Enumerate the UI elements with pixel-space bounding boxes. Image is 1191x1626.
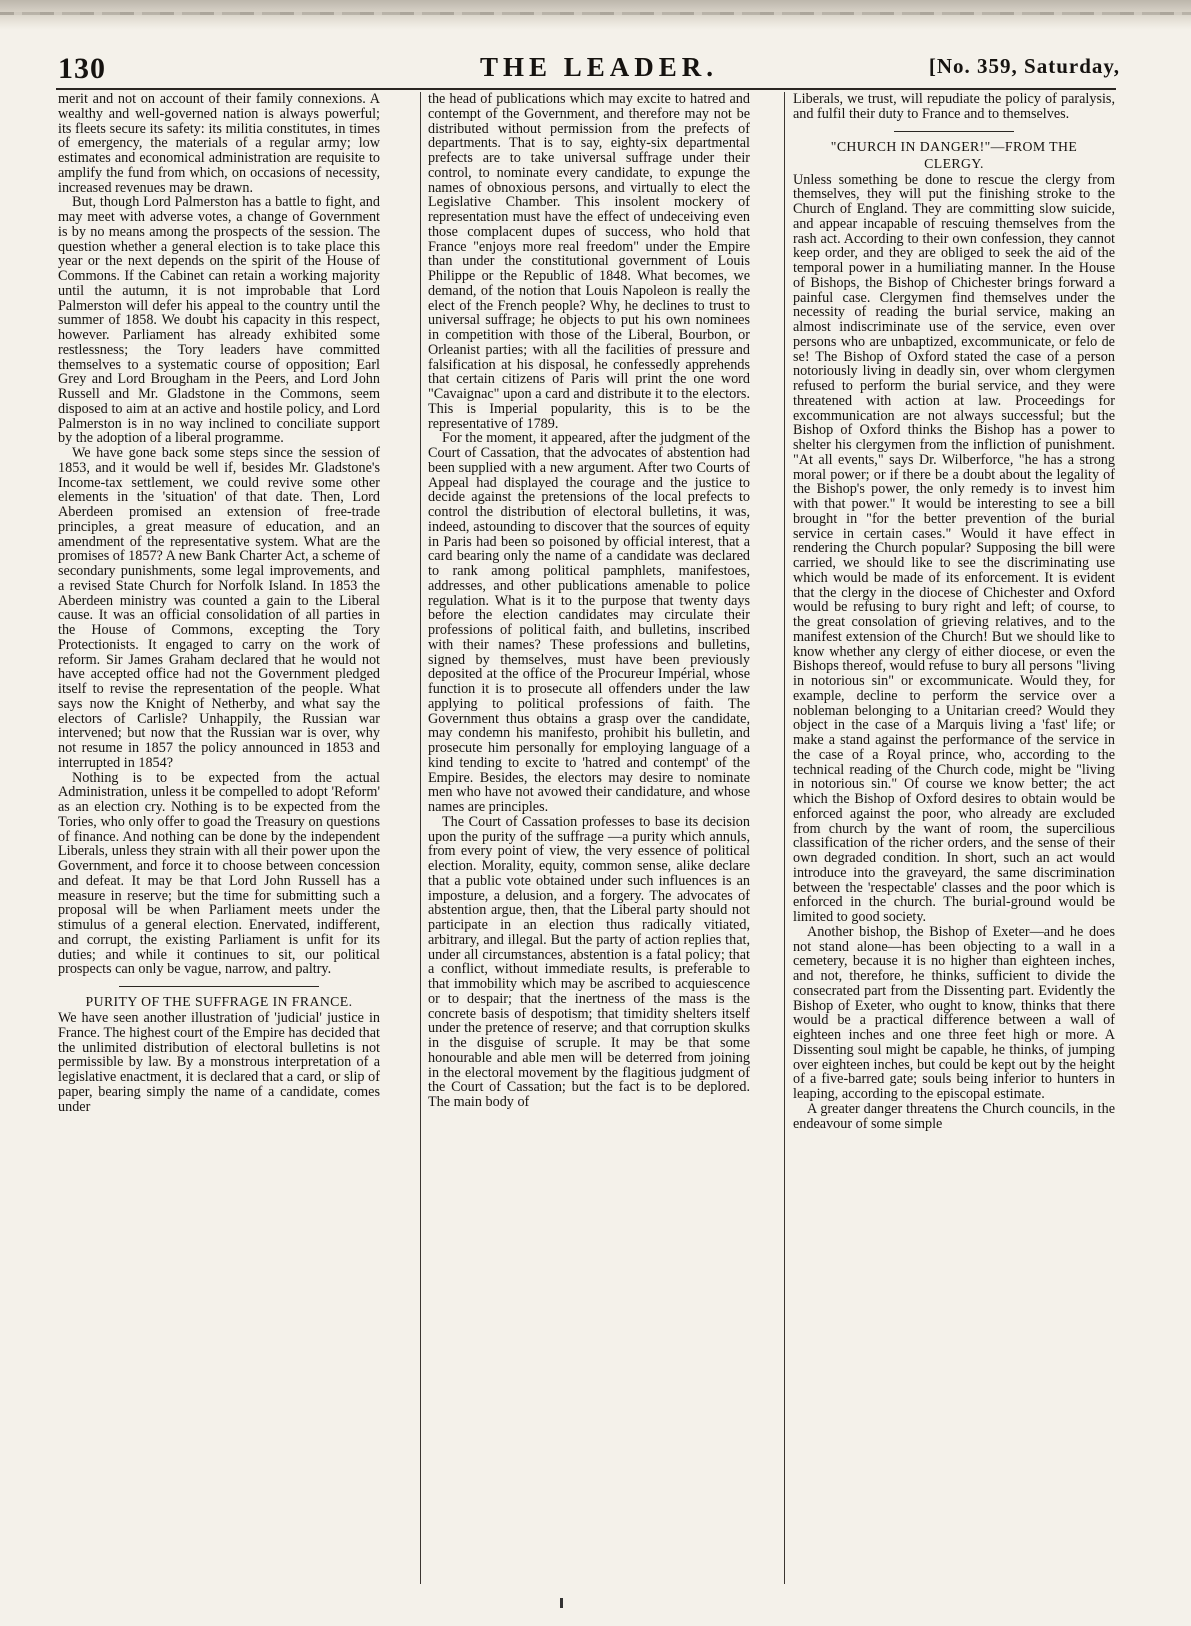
paragraph: But, though Lord Palmerston has a battle to fight, and may meet with adverse votes, a change of Government is by no means among the prospects of the session. The question whether a general election is to take place this year or the next depends on the spirit of the House of Commons. If the Cabinet can retain a working majority until the autumn, it is not improbable that Lord Palmerston will defer his appeal to the country until the summer of 1858. We doubt his capacity in this respect, however. Parliament has already exhibited some restlessness; the Tory leaders have committed themselves to a systematic course of opposition; Earl Grey and Lord Brougham in the Peers, and Lord John Russell and Mr. Gladstone in the Commons, seem disposed to aim at an active and hostile policy, and Lord Palmerston is in no way inclined to conciliate support by the adoption of a liberal programme. (58, 194, 380, 447)
page-header (50, 48, 1130, 88)
article-heading-line-2: CLERGY. (924, 155, 984, 171)
column-1 (58, 92, 380, 1584)
page-number: 130 (58, 52, 106, 85)
scan-mark (560, 1598, 563, 1608)
scan-streak (0, 12, 1191, 15)
issue-line: [No. 359, Saturday, (928, 54, 1120, 78)
masthead-title: THE LEADER. (480, 52, 719, 82)
paragraph: Another bishop, the Bishop of Exeter—and he does not stand alone—has been objecting to a wall in a cemetery, because it is no higher than eighteen inches, and not, therefore, he thinks, sufficient to divide the consecrated part from the Dissenting part. Evidently the Bishop of Exeter, who ought to know, thinks that there would be a practical difference between a wall of eighteen inches and one three feet high or more. A Dissenting soul might be capable, he thinks, of jumping over eighteen inches, but could be kept out by the height of a five-barred gate; souls being inferior to hunters in leaping, according to the episcopal estimate. (793, 923, 1115, 1102)
paragraph: The Court of Cassation professes to base its decision upon the purity of the suffrage —a purity which annuls, from every point of view, the very essence of political election. Morality, equity, common sense, alike declare that a public vote obtained under such influences is an imposture, a delusion, and a forgery. The advocates of abstention argue, then, that the Liberal party should not participate in an election thus radically vitiated, arbitrary, and illegal. But the party of action replies that, under all circumstances, abstention is a fatal policy; that a conflict, without immediate results, is preferable to that immobility which may be ascribed to acquiescence or to despair; that the inertness of the mass is the concrete basis of despotism; that timidity shelters itself under the pretence of reserve; and that corruption skulks in the disguise of scruple. It may be that some honourable and able men will be deterred from joining in the electoral movement by the flagitious judgment of the Court of Cassation; but the fact is to be deplored. The main body of (428, 813, 750, 1110)
paragraph: merit and not on account of their family connexions. A wealthy and well-governed nation is always powerful; its fleets secure its safety: its militia constitutes, in times of emergency, the materials of a regular army; low estimates and economical administration are requisite to amplify the fund from which, on occasions of necessity, increased revenues may be drawn. (58, 92, 380, 196)
column-divider-2 (784, 92, 785, 1584)
section-separator (894, 131, 1014, 132)
paragraph: Unless something be done to rescue the clergy from themselves, they will put the finishing stroke to the Church of England. They are committing slow suicide, and appear incapable of rescuing themselves from the rash act. According to their own confession, they cannot keep order, and they are obliged to seek the aid of the temporal power in a humiliating manner. In the House of Bishops, the Bishop of Chichester brings forward a painful case. Clergymen find themselves under the necessity of reading the burial service, making an almost indiscriminate use of the service, even over persons who are unbaptized, excommunicate, or felo de se! The Bishop of Oxford stated the case of a person notoriously living in deadly sin, over whom clergymen refused to perform the burial service, and they were threatened with action at law. Proceedings for excommunication are not always successful; but the Bishop of Oxford thinks the Bishop has a power to shelter his clergymen from the infliction of punishment. "At all events," says Dr. Wilberforce, "he has a strong moral power; or if there be a doubt about the legality of the Bishop's power, the only remedy is to invest him with that power." It would be interesting to see a bill brought in "for the better prevention of the burial service in certain cases." Would it have effect in rendering the Church popular? Supposing the bill were carried, we should like to see the discriminating use which would be made of its enforcement. It is evident that the clergy in the diocese of Chichester and Oxford would be refusing to bury right and left; of course, to the great consolation of grieving relatives, and to the manifest extension of the Church! But we should like to know whether any clergy of either diocese, or even the Bishops thereof, would refuse to bury all persons "living in notorious sin" or excommunicate. Would they, for example, decline to perform the service over a nobleman belonging to a Unitarian creed? Would they object in the case of a Marquis living a 'fast' life; or make a stand against the performance of the service in the case of a Royal prince, who, according to the technical reading of the Church code, might be "living in notorious sin." Of course we know better; the act which the Bishop of Oxford desires to obtain would be enforced against the poor, who already are excluded from church by the want of room, the supercilious classification of the richer orders, and the sense of their own degraded condition. In short, such an act would introduce into the graveyard, the same discrimination between the 'respectable' classes and the poor which is enforced in the church. The burial-ground would be limited to good society. (793, 171, 1115, 925)
column-3 (793, 92, 1115, 1584)
column-2 (428, 92, 750, 1584)
header-rule (56, 88, 1116, 90)
paragraph: A greater danger threatens the Church councils, in the endeavour of some simple (793, 1100, 1115, 1132)
article-heading: "CHURCH IN DANGER!"—FROM THE (830, 138, 1078, 154)
paragraph: For the moment, it appeared, after the judgment of the Court of Cassation, that the advocates of abstention had been supplied with a new argument. After two Courts of Appeal had displayed the courage and the justice to decide against the pretensions of the local prefects to control the distribution of electoral bulletins, it was, indeed, astounding to discover that the sources of equity in Paris had been so poisoned by official interest, that a card bearing only the name of a candidate was declared to rank among political pamphlets, manifestoes, addresses, and other publications amenable to police regulation. What is it to the purpose that twenty days before the election candidates may circulate their professions of political faith, and bulletins, inscribed with their names? These professions and bulletins, signed by themselves, must have been previously deposited at the office of the Procureur Impérial, whose function it is to prosecute all offenders under the law applying to political professions of faith. The Government thus obtains a grasp over the candidate, may condemn his manifesto, prohibit his bulletin, and prosecute him personally for employing language of a kind tending to excite to 'hatred and contempt' of the Empire. Besides, the electors may desire to nominate men who have not avowed their candidature, and whose names are principles. (428, 430, 750, 815)
paragraph: We have gone back some steps since the session of 1853, and it would be well if, besides Mr. Gladstone's Income-tax settlement, we could revive some other elements in the 'situation' of that date. Then, Lord Aberdeen promised an extension of free-trade principles, a great measure of education, and an amendment of the representative system. What are the promises of 1857? A new Bank Charter Act, a scheme of secondary punishments, some legal improvements, and a revised State Church for Norfolk Island. In 1853 the Aberdeen ministry was counted a gain to the Liberal cause. It was an official consolidation of all parties in the House of Commons, excepting the Tory Protectionists. It engaged to carry on the work of reform. Sir James Graham declared that he would not have accepted office had not the Government pledged itself to revise the representation of the people. What says now the Knight of Netherby, and what say the electors of Carlisle? Unhappily, the Russian war intervened; but now that the Russian war is over, why not resume in 1857 the policy announced in 1853 and interrupted in 1854? (58, 445, 380, 771)
section-separator (119, 986, 319, 987)
paragraph: the head of publications which may excite to hatred and contempt of the Government, and therefore may not be distributed without permission from the prefects of departments. That is to say, eighty-six departmental prefects are to take universal suffrage under their control, to nominate every candidate, to expunge the names of obnoxious persons, and virtually to elect the Legislative Chamber. This insolent mockery of representation must have the effect of undeceiving even those complacent dupes of success, who hold that France "enjoys more real freedom" under the Empire than under the constitutional government of Louis Philippe or the Republic of 1848. What becomes, we demand, of the notion that Louis Napoleon is really the elect of the French people? Why, he declines to trust to universal suffrage; he objects to put his own nominees in competition with those of the Liberal, Bourbon, or Orleanist parties; with all the facilities of pressure and falsification at his disposal, he confessedly apprehends that certain citizens of Paris will print the one word "Cavaignac" upon a card and distribute it to the electors. This is Imperial popularity, this is to be the representative of 1789. (428, 92, 750, 432)
paragraph: Nothing is to be expected from the actual Administration, unless it be compelled to adopt 'Reform' as an election cry. Nothing is to be expected from the Tories, who only offer to goad the Treasury on questions of finance. And nothing can be done by the independent Liberals, unless they strain with all their power upon the Government, and force it to choose between concession and defeat. It may be that Lord John Russell has a measure in reserve; but the time for submitting such a proposal will be when Parliament meets under the stimulus of a general election. Enervated, indifferent, and corrupt, the existing Parliament is unfit for its duties; and while it continues to sit, our political prospects can only be vague, narrow, and paltry. (58, 769, 380, 978)
paragraph: Liberals, we trust, will repudiate the policy of paralysis, and fulfil their duty to France and to themselves. (793, 92, 1115, 122)
scan-top-band (0, 0, 1191, 30)
paragraph: We have seen another illustration of 'judicial' justice in France. The highest court of the Empire has decided that the unlimited distribution of electoral bulletins is not permissible by law. By a monstrous interpretation of a legislative enactment, it is declared that a card, or slip of paper, bearing simply the name of a candidate, comes under (58, 1010, 380, 1115)
article-heading: PURITY OF THE SUFFRAGE IN FRANCE. (85, 994, 353, 1009)
column-divider-1 (420, 92, 421, 1584)
